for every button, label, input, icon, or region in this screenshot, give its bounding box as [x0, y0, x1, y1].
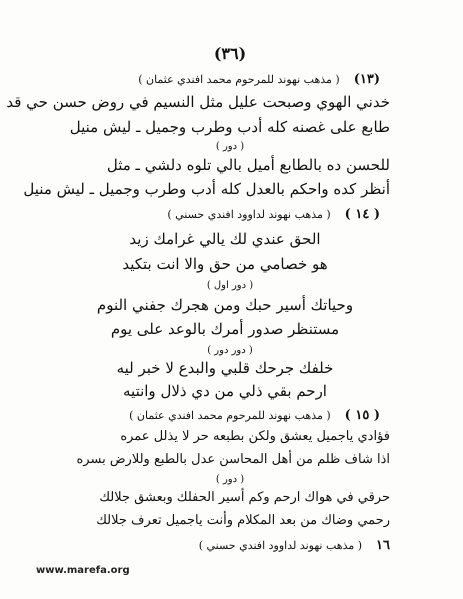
page-number: (٣٦) [213, 44, 247, 63]
song-14-line-4: مستنظر صدور أمرك بالوعد على يوم [110, 320, 340, 338]
song-15-dawr-label: ( دور ) [215, 474, 245, 485]
song-14-dawr-second-label: ( دور دور ) [207, 345, 253, 356]
song-13-number: (١٣) [353, 72, 380, 87]
song-15-line-1: فؤادي ياجميل يعشق ولكن بطبعه حر لا يذلل عمره [120, 429, 390, 444]
song-14-header [40, 207, 380, 222]
song-13-line-3: للحسن ده بالطابع أميل بالي تلوه دلشي ـ مثل [106, 156, 390, 174]
song-13-line-4: أنظر كده واحكم بالعدل كله أدب وطرب وجميل ـ ليش منيل [23, 180, 390, 198]
song-15-line-2: اذا شاف ظلم من أهل المحاسن عدل بالطبع وللارض بسره [76, 452, 390, 467]
song-14-line-3: وحياتك أسير حبك ومن هجرك جفني النوم [96, 296, 354, 314]
song-14-line-5: خلفك جرحك قلبي والبدع لا خبر ليه [116, 359, 334, 377]
song-13-line-2: طابع على غصنه كله أدب وطرب وجميل ـ ليش منيل [69, 118, 390, 136]
song-15-title: ( مذهب نهوند للمرحوم محمد افندي عثمان ) [129, 409, 331, 422]
song-13-title: ( مذهب نهوند للمرحوم محمد افندي عثمان ) [138, 73, 340, 86]
song-14-line-2: هو خصامي من حق والا انت بتكيد [122, 255, 328, 273]
song-13-line-1: خدني الهوي وصبحت عليل مثل النسيم في روض حسن حي قد [6, 93, 390, 111]
song-15-line-4: رحمي وضاك من بعد المكلام وأنت ياجميل تعرف جلالك [96, 513, 390, 528]
song-16-title: ( مذهب نهوند لداوود افندي حسني ) [198, 539, 363, 552]
song-16-header [90, 538, 390, 553]
song-14-line-6: ارحم بقي ذلي من دي ذلال وانتيه [123, 382, 327, 400]
song-14-line-1: الحق عندي لك يالي غرامك زيد [129, 230, 321, 248]
song-15-number: ( ١٥ ) [344, 408, 380, 423]
song-13-header [40, 72, 380, 87]
song-13-dawr-label: ( دور ) [215, 141, 245, 152]
song-14-number: ( ١٤ ) [344, 207, 380, 222]
song-15-line-3: حرقي في هواك ارحم وكم أسير الحفلك وبعشق جلالك [99, 490, 390, 505]
song-14-dawr-awal-label: ( دور اول ) [206, 280, 254, 291]
footer-url: www.marefa.org [36, 565, 130, 576]
song-16-number: ١٦ [376, 538, 390, 553]
song-15-header [40, 408, 380, 423]
song-14-title: ( مذهب نهوند لداوود افندي حسني ) [167, 208, 331, 221]
